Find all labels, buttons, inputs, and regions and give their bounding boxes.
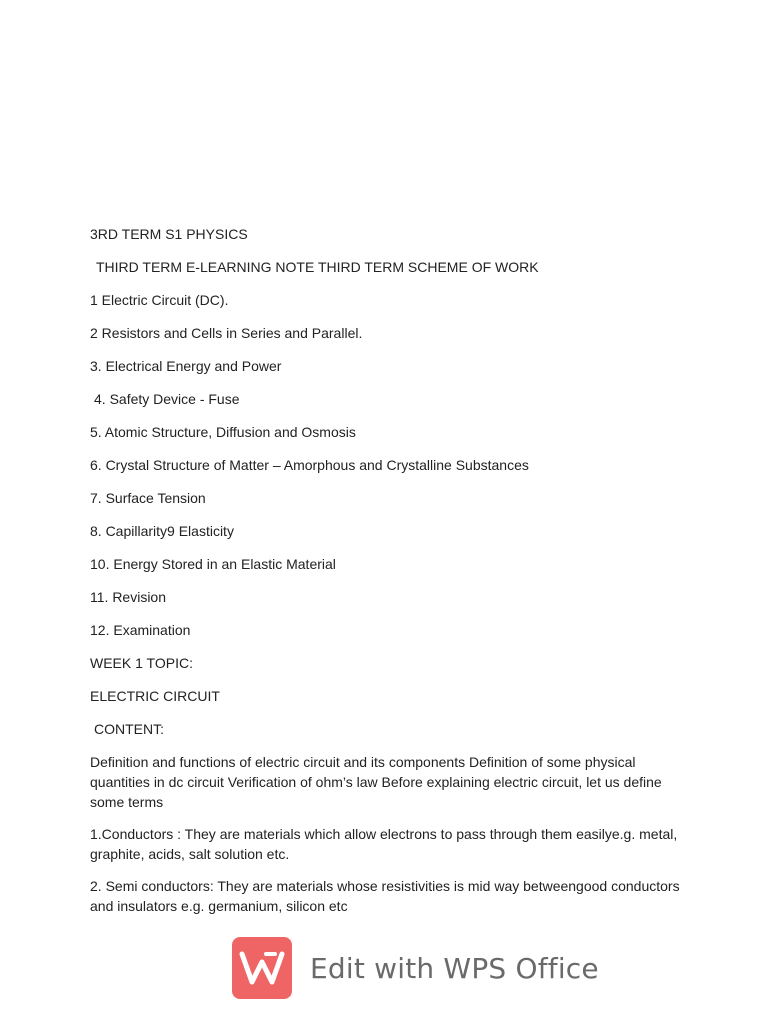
doc-subtitle: THIRD TERM E-LEARNING NOTE THIRD TERM SCHEME OF WORK (96, 259, 539, 275)
scheme-item: 3. Electrical Energy and Power (90, 358, 282, 374)
scheme-item: 12. Examination (90, 622, 191, 638)
wps-edit-banner[interactable] (232, 936, 599, 1000)
scheme-item: 2 Resistors and Cells in Series and Parallel. (90, 325, 363, 341)
wps-banner-text[interactable]: Edit with WPS Office (310, 951, 599, 985)
body-paragraph: 2. Semi conductors: They are materials whose resistivities is mid way betweengood conductors and insulators e.g. germanium, silicon etc (90, 878, 680, 914)
wps-w-glyph-icon (239, 950, 285, 986)
scheme-item: 7. Surface Tension (90, 490, 206, 506)
scheme-item: 11. Revision (90, 589, 167, 605)
body-paragraph: 1.Conductors : They are materials which allow electrons to pass through them easilye.g. metal, graphite, acids, salt solution etc. (90, 826, 678, 862)
scheme-item: 8. Capillarity9 Elasticity (90, 523, 234, 539)
content-heading: CONTENT: (94, 721, 164, 737)
scheme-item: 4. Safety Device - Fuse (94, 391, 240, 407)
body-paragraph: Definition and functions of electric circuit and its components Definition of some physical quantities in dc circuit Verification of ohm’s law Before explaining electric circuit, let us define some terms (90, 754, 662, 810)
scheme-item: 1 Electric Circuit (DC). (90, 292, 229, 308)
wps-logo-icon[interactable] (232, 937, 292, 999)
doc-title: 3RD TERM S1 PHYSICS (90, 226, 248, 242)
scheme-item: 5. Atomic Structure, Diffusion and Osmosis (90, 424, 356, 440)
scheme-item: 6. Crystal Structure of Matter – Amorphous and Crystalline Substances (90, 457, 529, 473)
week-heading: WEEK 1 TOPIC: (90, 655, 193, 671)
document-page (90, 224, 690, 928)
topic-heading: ELECTRIC CIRCUIT (90, 688, 220, 704)
scheme-item: 10. Energy Stored in an Elastic Material (90, 556, 336, 572)
